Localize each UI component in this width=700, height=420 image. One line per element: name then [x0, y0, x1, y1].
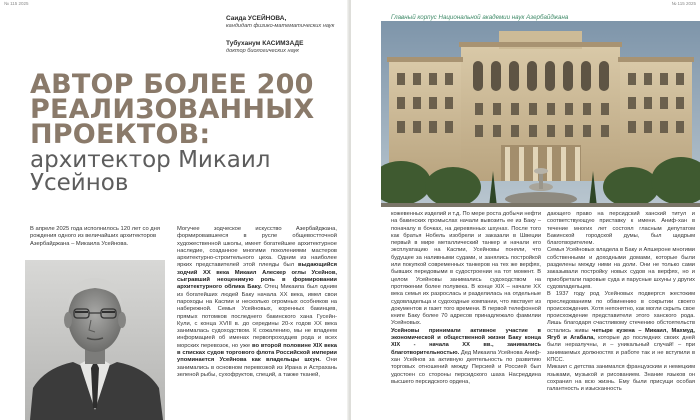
author-1-name: Саида УСЕЙНОВА, [226, 15, 287, 22]
left-body-paragraph [177, 226, 337, 379]
left-text-2: Отец Микаила был одним из богатейших людей Баку начала ХХ века, имел свои пароходы на Каспии и несколько огромных особняков на набережной. Семья Усейновых, коренных бакинцев, прямых потомков последнего бакинского хана Гусейн-Кули, с конца XVIII в. до середины 20-х годов ХХ века занималась судоходством. К сожалению, мы не владеем информацией об именах первопроходцев рода и всех морских перевозок, но уже [177, 284, 337, 349]
article-title [30, 69, 346, 196]
issue-number-right: № 115 2025 [671, 1, 696, 6]
photo-caption: Главный корпус Национальной академии наук Азербайджана [391, 14, 569, 21]
author-2-name: Тубуханум КАСИМЗАДЕ [226, 40, 304, 47]
author-2-degree: доктор биологических наук [226, 48, 299, 55]
lead-paragraph: В апреле 2025 года исполнилось 120 лет со дня рождения одного из величайших архитекторов Азербайджана – Микаила Усейнова. [30, 226, 160, 247]
left-text-1: Могучее зодческое искусство Азербайджана, формировавшееся в русле общевостточной художественной школы, имеет богатейшее архитектурное наследие, созданное многими поколениями мастеров архитектурно-строительного цеха. Одним из наиболее ярких представителей этой плеяды был [177, 226, 337, 269]
article-title-sub: архитектор Микаил Усейнов [30, 147, 271, 196]
right-col2-bold: четыре кузена – Микаил, Махмуд, Ягуб и Агабала, [547, 327, 695, 342]
building-photo [381, 21, 700, 207]
issue-number-left: № 115 2025 [4, 1, 29, 6]
right-col1-paragraph-2 [391, 328, 541, 386]
right-col1-text: Дед Микаила Усейнова Аниф-хан Усейнов за активную деятельность по развитию торговых отношений между Персией и Россией был удостоен со стороны персидского шаха Насреддина высшего персидского ордена, [391, 349, 541, 385]
right-col2-paragraph-3 [547, 291, 695, 364]
left-bold-1: выдающийся зодчий ХХ века Микаил Алескер оглы Усейнов, сыгравший неоценимую роль в формировании архитектурного облика Баку. [177, 262, 337, 291]
right-body-column-1 [391, 211, 541, 386]
academy-building-image [381, 21, 700, 207]
left-body-column [177, 226, 337, 379]
portrait-image [25, 260, 165, 420]
left-text-3: Они занимались в основном перевозкой из Ирана и Астрахань зеленой рыбы, сухофруктов, специй, а также тканей, [177, 357, 338, 378]
right-page [351, 0, 700, 420]
right-col1-bold: Усейновы принимали активное участие в экономической и общественной жизни Баку конца XIX - начала ХХ вв., занимались благотворительностью. [391, 327, 541, 356]
author-2 [226, 40, 346, 55]
author-1 [226, 15, 346, 30]
right-col2-paragraph-2: Семья Усейновых владела в Баку и Апшероне многими собственными и доходными домами, которые были разделены между ними на доли. Они не только сами заказывали постройку новых судов на верфях, но и приобретали паровые суда и парусные шхуны у других судовладельцев. [547, 247, 695, 290]
right-body-column-2 [547, 211, 695, 393]
left-bold-2: во второй половине XIX века в списках судов торгового флота Российской империи упоминается Усейнова как владельцы шхун. [177, 342, 337, 364]
right-col2-text-1: В 1937 году род Усейновых подвергся жестоким преследованиям по обвинению в сокрытии своего происхождения. Хотя непонятно, как могли скрыть свое происхождение представители этого ханского рода. Лишь благодаря счастливому стечению обстоятельств остались живы [547, 291, 695, 334]
right-col2-text-2: которые до последних своих дней были неразлучны, и – уникальный случай! – при занимаемых должностях и работе так и не вступили в КПСС. [547, 335, 695, 363]
right-col2-paragraph-4: Микаил с детства занимался французским и немецким языками, музыкой и рисованием. Знание языков он сохранил на всю жизнь. Ему были присущи особая галантность и изысканность [547, 364, 695, 393]
portrait-photo [25, 260, 165, 420]
right-col2-paragraph-1: дающего право на персидский ханский титул и соответствующую приставку к имени. Аниф-хан в течение многих лет состоял гласным депутатом Бакинской городской думы, был щедрым благотворителем. [547, 211, 695, 247]
article-title-main: АВТОР БОЛЕЕ 200 РЕАЛИЗОВАННЫХ ПРОЕКТОВ: [30, 69, 315, 150]
right-col1-paragraph-1: кожевенных изделий и т.д. По мере роста добычи нефти на бакинских промыслах начали вывозить ее из Баку – поначалу в бочках, на деревянных шхунах. После того как братья Нобель изобрели и заказали в Швеции первый в мире металлический танкер и начали его эксплуатацию на Каспии, Усейновы поняли, что будущее за наливными судами, и занялись постройкой или покупкой современных танкеров на тех же верфях, бывших передовыми в судостроении на тот момент. В целом Усейновы занимались судоходством на протяжении более полувека. В конце XIX – начале ХХ века семья их разрослась и разделилась на отдельные судовладельца и судоходные компании, что явствует из документов и газет того времени. В первой телефонной книге Баку более 70 адресов принадлежало фамилии Усейновых. [391, 211, 541, 327]
left-page [0, 0, 349, 420]
author-1-degree: кандидат физико-математических наук [226, 23, 335, 30]
